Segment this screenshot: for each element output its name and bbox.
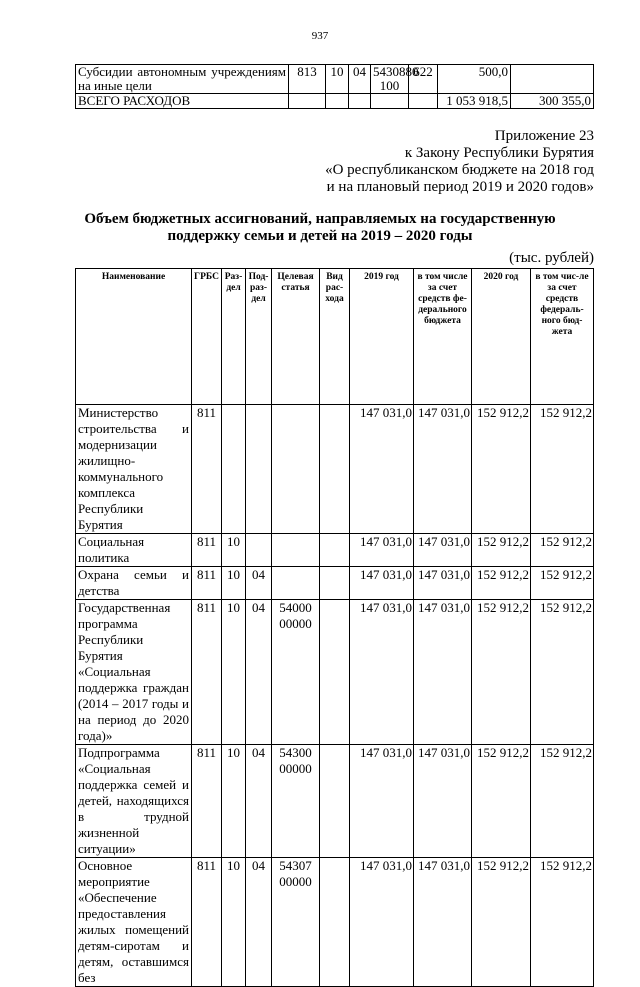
appendix-header (325, 128, 594, 196)
razdel-cell: 10 (222, 534, 246, 567)
vid-cell (320, 534, 350, 567)
value-2019-cell: 147 031,0 (350, 858, 414, 987)
value-2020-fed-cell: 152 912,2 (531, 600, 594, 745)
value-2019-fed-cell: 147 031,0 (414, 600, 472, 745)
podrazdel-cell: 04 (246, 745, 272, 858)
value-2020-cell: 152 912,2 (472, 745, 531, 858)
value-2020-cell: 152 912,2 (472, 858, 531, 987)
target-cell: 5400000000 (272, 600, 320, 745)
value-2020-fed-cell: 152 912,2 (531, 567, 594, 600)
value-2019-fed-cell: 147 031,0 (414, 534, 472, 567)
header-2020: 2020 год (472, 269, 531, 405)
target-cell (272, 534, 320, 567)
document-title (60, 211, 580, 245)
value-2019-cell: 147 031,0 (350, 534, 414, 567)
header-2019: 2019 год (350, 269, 414, 405)
row-name: Государственная программа Республики Бурятия «Социальная поддержка граждан (2014 – 2017 годы и на период до 2020 года)» (76, 600, 192, 745)
value-2019-cell: 147 031,0 (350, 745, 414, 858)
podrazdel-cell (246, 405, 272, 534)
vid-cell (320, 745, 350, 858)
header-row (76, 269, 594, 405)
value-2019-cell: 147 031,0 (350, 600, 414, 745)
header-target: Целевая статья (272, 269, 320, 405)
vid-cell (320, 600, 350, 745)
title-line: Объем бюджетных ассигнований, направляемых на государственную (84, 211, 556, 227)
grbs-cell: 811 (192, 567, 222, 600)
vid-cell (320, 858, 350, 987)
razdel-cell: 10 (326, 65, 349, 94)
podrazdel-cell: 04 (349, 65, 371, 94)
row-name: Основное мероприятие «Обеспечение предоставления жилых помещений детям-сиротам и детям, оставшимся без (76, 858, 192, 987)
grbs-cell: 813 (289, 65, 326, 94)
value-2020-fed-cell: 152 912,2 (531, 745, 594, 858)
value-2019-cell: 147 031,0 (350, 567, 414, 600)
continuation-table (75, 64, 594, 109)
value-2020-fed-cell: 152 912,2 (531, 858, 594, 987)
table-row (76, 534, 594, 567)
target-cell: 5430880 100 (371, 65, 409, 94)
table-row (76, 600, 594, 745)
podrazdel-cell: 04 (246, 858, 272, 987)
value-2020-cell: 152 912,2 (472, 534, 531, 567)
grbs-cell: 811 (192, 600, 222, 745)
header-2020-fed: в том чис-ле за счет средств федераль-ного бюд-жета (531, 269, 594, 405)
row-name: ВСЕГО РАСХОДОВ (76, 94, 289, 109)
row-name: Охрана семьи и детства (76, 567, 192, 600)
appendix-line: «О республиканском бюджете на 2018 год (325, 162, 594, 178)
header-2019-fed: в том числе за счет средств фе-дерального бюджета (414, 269, 472, 405)
value-2020-fed-cell (511, 65, 594, 94)
value-2020-fed-cell: 300 355,0 (511, 94, 594, 109)
appendix-line: Приложение 23 (494, 128, 594, 144)
table-row (76, 405, 594, 534)
row-name: Субсидии автономным учреждениям на иные цели (76, 65, 289, 94)
grbs-cell: 811 (192, 534, 222, 567)
value-2020-cell: 152 912,2 (472, 405, 531, 534)
title-line: поддержку семьи и детей на 2019 – 2020 годы (167, 228, 473, 244)
row-name: Социальная политика (76, 534, 192, 567)
row-name: Подпрограмма «Социальная поддержка семей и детей, находящихся в трудной жизненной ситуации» (76, 745, 192, 858)
value-2020-fed-cell: 152 912,2 (531, 405, 594, 534)
table-row (76, 567, 594, 600)
row-name: Министерство строительства и модернизации жилищно-коммунального комплекса Республики Бурятия (76, 405, 192, 534)
vid-cell: 622 (409, 65, 438, 94)
target-cell (272, 567, 320, 600)
value-2019-fed-cell: 147 031,0 (414, 745, 472, 858)
grbs-cell: 811 (192, 858, 222, 987)
target-cell: 5430700000 (272, 858, 320, 987)
value-2020-cell: 152 912,2 (472, 567, 531, 600)
units-label: (тыс. рублей) (509, 250, 594, 266)
razdel-cell (222, 405, 246, 534)
header-vid: Вид рас-хода (320, 269, 350, 405)
value-2020-cell: 1 053 918,5 (438, 94, 511, 109)
razdel-cell: 10 (222, 745, 246, 858)
target-cell: 5430000000 (272, 745, 320, 858)
table-row (76, 745, 594, 858)
target-cell (272, 405, 320, 534)
value-2019-fed-cell: 147 031,0 (414, 858, 472, 987)
vid-cell (320, 405, 350, 534)
appendix-line: к Закону Республики Бурятия (404, 145, 594, 161)
grbs-cell: 811 (192, 405, 222, 534)
value-2019-fed-cell: 147 031,0 (414, 567, 472, 600)
table-row (76, 65, 594, 94)
podrazdel-cell (246, 534, 272, 567)
value-2019-cell: 500,0 (438, 65, 511, 94)
podrazdel-cell: 04 (246, 600, 272, 745)
razdel-cell: 10 (222, 858, 246, 987)
appendix-line: и на плановый период 2019 и 2020 годов» (326, 179, 594, 195)
header-razdel: Раз-дел (222, 269, 246, 405)
razdel-cell: 10 (222, 567, 246, 600)
value-2020-cell: 152 912,2 (472, 600, 531, 745)
header-podrazdel: Под-раз-дел (246, 269, 272, 405)
page-number: 937 (311, 30, 329, 42)
razdel-cell: 10 (222, 600, 246, 745)
header-grbs: ГРБС (192, 269, 222, 405)
header-name: Наименование (76, 269, 192, 405)
value-2020-fed-cell: 152 912,2 (531, 534, 594, 567)
grbs-cell: 811 (192, 745, 222, 858)
vid-cell (320, 567, 350, 600)
budget-table (75, 268, 594, 987)
podrazdel-cell: 04 (246, 567, 272, 600)
table-row (76, 94, 594, 109)
value-2019-fed-cell: 147 031,0 (414, 405, 472, 534)
table-row (76, 858, 594, 987)
value-2019-cell: 147 031,0 (350, 405, 414, 534)
